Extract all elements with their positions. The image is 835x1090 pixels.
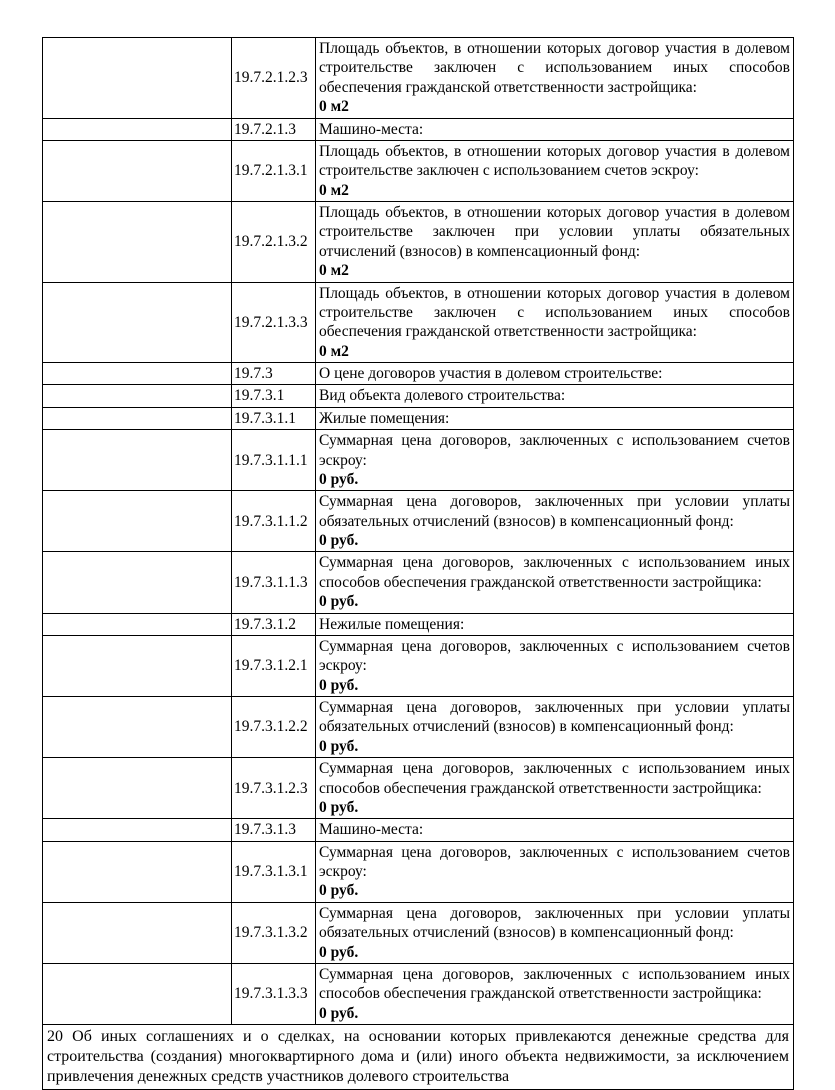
row-empty-cell [43, 552, 232, 613]
row-description-cell [316, 841, 794, 902]
row-description: Площадь объектов, в отношении которых договор участия в долевом строительстве заключен при условии уплаты обязательных отчислений (взносов) в компенсационный фонд: [319, 204, 790, 260]
table-row [43, 552, 794, 613]
table-row [43, 140, 794, 201]
table-row [43, 635, 794, 696]
row-empty-cell [43, 202, 232, 283]
row-code: 19.7.3 [232, 363, 316, 385]
row-description-cell [316, 491, 794, 552]
row-value: 0 м2 [319, 181, 349, 199]
table-row [43, 902, 794, 963]
row-empty-cell [43, 385, 232, 407]
row-description-cell [316, 430, 794, 491]
table-row [43, 282, 794, 363]
row-description: Суммарная цена договоров, заключенных с использованием счетов эскроу: [319, 432, 790, 469]
row-code: 19.7.3.1.1.2 [232, 491, 316, 552]
table-row [43, 613, 794, 635]
row-code: 19.7.3.1.2.3 [232, 758, 316, 819]
row-description-cell [316, 697, 794, 758]
row-code: 19.7.3.1.3.3 [232, 963, 316, 1024]
row-description: Суммарная цена договоров, заключенных при условии уплаты обязательных отчислений (взносов) в компенсационный фонд: [319, 904, 790, 942]
row-empty-cell [43, 430, 232, 491]
row-value: 0 руб. [319, 943, 359, 961]
row-empty-cell [43, 407, 232, 429]
row-empty-cell [43, 758, 232, 819]
row-value: 0 м2 [319, 342, 349, 360]
row-description-cell [316, 118, 794, 140]
row-description-cell [316, 407, 794, 429]
row-code: 19.7.2.1.3.2 [232, 202, 316, 283]
table-row [43, 385, 794, 407]
table-row [43, 819, 794, 841]
table-row [43, 430, 794, 491]
row-description: Суммарная цена договоров, заключенных с использованием иных способов обеспечения гражданской ответственности застройщика: [319, 554, 790, 591]
row-empty-cell [43, 819, 232, 841]
row-description-cell [316, 758, 794, 819]
table-row [43, 758, 794, 819]
row-empty-cell [43, 613, 232, 635]
row-code: 19.7.3.1.1 [232, 407, 316, 429]
row-description: Суммарная цена договоров, заключенных с использованием иных способов обеспечения гражданской ответственности застройщика: [319, 760, 790, 797]
table-row [43, 963, 794, 1024]
row-code: 19.7.3.1.1.3 [232, 552, 316, 613]
row-description-cell [316, 613, 794, 635]
row-code: 19.7.3.1.2.1 [232, 635, 316, 696]
row-value: 0 руб. [319, 593, 359, 611]
row-code: 19.7.3.1.1.1 [232, 430, 316, 491]
row-description: Площадь объектов, в отношении которых договор участия в долевом строительстве заключен с использованием иных способов обеспечения гражданской ответственности застройщика: [319, 284, 790, 341]
row-value: 0 руб. [319, 676, 359, 694]
row-description: О цене договоров участия в долевом строительстве: [319, 365, 663, 382]
row-description: Вид объекта долевого строительства: [319, 387, 566, 405]
row-code: 19.7.2.1.3 [232, 118, 316, 140]
row-description: Суммарная цена договоров, заключенных с использованием счетов эскроу: [319, 843, 790, 880]
row-value: 0 руб. [319, 470, 359, 488]
row-description-cell [316, 963, 794, 1024]
section-20-text: 20 Об иных соглашениях и о сделках, на основании которых привлекаются денежные средства для строительства (создания) многоквартирного дома и (или) иного объекта недвижимости, за исключением привлечения денежных средств участников долевого строительства [43, 1025, 794, 1090]
row-empty-cell [43, 118, 232, 140]
table-row [43, 363, 794, 385]
row-description: Площадь объектов, в отношении которых договор участия в долевом строительстве заключен с использованием иных способов обеспечения гражданской ответственности застройщика: [319, 40, 790, 96]
row-code: 19.7.3.1.2.2 [232, 697, 316, 758]
row-empty-cell [43, 38, 232, 119]
row-value: 0 руб. [319, 737, 359, 755]
row-code: 19.7.2.1.3.3 [232, 282, 316, 363]
row-description: Суммарная цена договоров, заключенных с использованием иных способов обеспечения гражданской ответственности застройщика: [319, 965, 790, 1003]
row-code: 19.7.3.1.2 [232, 613, 316, 635]
row-description: Суммарная цена договоров, заключенных при условии уплаты обязательных отчислений (взносов) в компенсационный фонд: [319, 493, 790, 530]
row-description: Нежилые помещения: [319, 615, 465, 633]
row-code: 19.7.2.1.3.1 [232, 140, 316, 201]
table-row [43, 491, 794, 552]
row-value: 0 руб. [319, 798, 359, 816]
table-row [43, 407, 794, 429]
table-row [43, 841, 794, 902]
row-empty-cell [43, 363, 232, 385]
row-value: 0 м2 [319, 262, 349, 280]
row-empty-cell [43, 902, 232, 963]
row-code: 19.7.3.1 [232, 385, 316, 407]
table-row [43, 697, 794, 758]
row-description-cell [316, 38, 794, 119]
row-value: 0 руб. [319, 882, 359, 900]
row-empty-cell [43, 140, 232, 201]
row-description-cell [316, 635, 794, 696]
table-row [43, 118, 794, 140]
row-description-cell [316, 552, 794, 613]
row-description-cell [316, 202, 794, 283]
declaration-table [42, 37, 794, 1090]
table-row [43, 202, 794, 283]
row-description-cell [316, 140, 794, 201]
row-empty-cell [43, 282, 232, 363]
row-empty-cell [43, 491, 232, 552]
row-description: Суммарная цена договоров, заключенных при условии уплаты обязательных отчислений (взносов) в компенсационный фонд: [319, 699, 790, 736]
declaration-table-body [43, 38, 794, 1025]
row-empty-cell [43, 841, 232, 902]
row-description-cell [316, 819, 794, 841]
row-description: Машино-места: [319, 120, 424, 138]
row-description: Суммарная цена договоров, заключенных с использованием счетов эскроу: [319, 637, 790, 675]
row-description-cell [316, 363, 794, 385]
row-empty-cell [43, 697, 232, 758]
row-empty-cell [43, 963, 232, 1024]
row-code: 19.7.3.1.3.2 [232, 902, 316, 963]
row-code: 19.7.3.1.3 [232, 819, 316, 841]
row-value: 0 м2 [319, 98, 349, 116]
row-empty-cell [43, 635, 232, 696]
row-value: 0 руб. [319, 1004, 359, 1022]
row-value: 0 руб. [319, 532, 359, 549]
table-row [43, 38, 794, 119]
row-description-cell [316, 902, 794, 963]
row-description: Машино-места: [319, 821, 424, 839]
row-description-cell [316, 282, 794, 363]
row-description: Жилые помещения: [319, 409, 450, 427]
row-code: 19.7.2.1.2.3 [232, 38, 316, 119]
row-code: 19.7.3.1.3.1 [232, 841, 316, 902]
row-description: Площадь объектов, в отношении которых договор участия в долевом строительстве заключен с использованием счетов эскроу: [319, 142, 790, 180]
row-description-cell [316, 385, 794, 407]
